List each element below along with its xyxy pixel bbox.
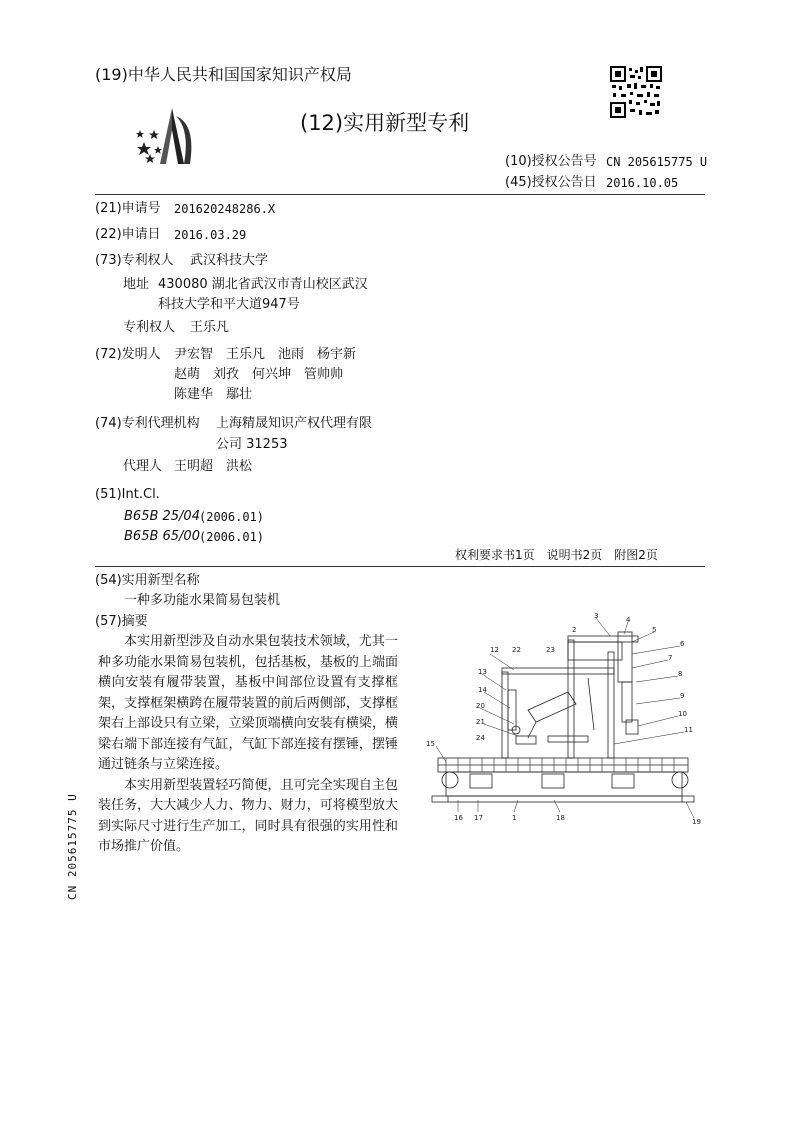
int-cl-2-version: (2006.01) xyxy=(199,530,265,544)
application-date: 2016.03.29 xyxy=(174,228,247,242)
inventors-line-3: 陈建华 鄢壮 xyxy=(174,387,253,402)
document-type: (12)实用新型专利 xyxy=(300,111,470,135)
figure-label: 18 xyxy=(556,814,565,822)
agent: 王明超 洪松 xyxy=(174,459,253,474)
figure-label: 20 xyxy=(476,702,485,710)
abstract-paragraph-1: 本实用新型涉及自动水果包装技术领域，尤其一种多功能水果简易包装机，包括基板，基板的上端面横向安装有履带装置，基板中间部位设置有支撑框架，支撑框架横跨在履带装置的前后两侧部，支撑框架右上部设只有立梁，立梁顶端横向安装有横梁，横梁右端下部连接有气缸，气缸下部连接有摆锤，摆锤通过链条与立梁连接。 xyxy=(98,634,398,772)
figure-label: 1 xyxy=(512,814,517,822)
agency-label: (74)专利代理机构 xyxy=(95,416,200,431)
agency-line-2: 公司 31253 xyxy=(216,437,288,452)
utility-model-title: 一种多功能水果简易包装机 xyxy=(124,593,281,608)
figure-label: 7 xyxy=(668,654,673,662)
abstract-label: (57)摘要 xyxy=(95,614,148,629)
address-line-2: 科技大学和平大道947号 xyxy=(158,297,300,312)
inventors-line-1: 尹宏智 王乐凡 池雨 杨宇新 xyxy=(174,347,357,362)
inventors-label: (72)发明人 xyxy=(95,347,161,362)
publication-number: CN 205615775 U xyxy=(606,155,708,169)
figure-label: 21 xyxy=(476,718,485,726)
agency-line-1: 上海精晟知识产权代理有限 xyxy=(216,416,373,431)
page-counts: 权利要求书1页 说明书2页 附图2页 xyxy=(455,548,658,562)
int-cl-1-code: B65B 25/04 xyxy=(124,509,200,524)
figure-label: 6 xyxy=(680,640,685,648)
address-label: 地址 xyxy=(123,277,150,292)
figure-label: 13 xyxy=(478,668,487,676)
figure-label: 23 xyxy=(546,646,555,654)
application-date-label: (22)申请日 xyxy=(95,227,161,242)
publication-date: 2016.10.05 xyxy=(606,176,679,190)
figure-label: 3 xyxy=(594,612,599,620)
figure-label: 12 xyxy=(490,646,499,654)
figure-label: 10 xyxy=(678,710,687,718)
int-cl-2-code: B65B 65/00 xyxy=(124,529,200,544)
figure-label: 5 xyxy=(652,626,657,634)
qr-code-icon xyxy=(610,66,662,118)
figure-label: 8 xyxy=(678,670,683,678)
figure-label: 16 xyxy=(454,814,463,822)
agent-label: 代理人 xyxy=(123,459,163,474)
cnipa-logo-icon xyxy=(132,106,212,170)
figure-label: 17 xyxy=(474,814,483,822)
int-cl-label: (51)Int.Cl. xyxy=(95,487,160,502)
inventors-line-2: 赵萌 刘孜 何兴坤 管帅帅 xyxy=(174,367,344,382)
application-number-label: (21)申请号 xyxy=(95,201,161,216)
figure-label: 15 xyxy=(426,740,435,748)
figure-label: 19 xyxy=(692,818,701,826)
figure-label: 4 xyxy=(626,616,631,624)
figure-label: 24 xyxy=(476,734,485,742)
figure-label: 9 xyxy=(680,692,685,700)
title-label: (54)实用新型名称 xyxy=(95,573,200,588)
bib-divider xyxy=(95,566,705,567)
abstract-paragraph-2: 本实用新型装置轻巧简便，且可完全实现自主包装任务，大大减少人力、物力、财力，可将模型放大到实际尺寸进行生产加工，同时具有很强的实用性和市场推广价值。 xyxy=(98,777,398,854)
figure-label: 11 xyxy=(684,726,693,734)
abstract-figure xyxy=(418,612,700,838)
publication-date-label: (45)授权公告日 xyxy=(505,175,597,190)
application-number: 201620248286.X xyxy=(174,202,276,216)
patentee-2: 王乐凡 xyxy=(190,320,230,335)
abstract-text xyxy=(98,632,398,858)
side-publication-number: CN 205615775 U xyxy=(66,793,79,900)
figure-label: 22 xyxy=(512,646,521,654)
address-line-1: 430080 湖北省武汉市青山校区武汉 xyxy=(158,277,368,292)
patentee-2-label: 专利权人 xyxy=(123,320,176,335)
office-name: (19)中华人民共和国国家知识产权局 xyxy=(95,65,352,84)
patentee-label: (73)专利权人 xyxy=(95,253,174,268)
patentee: 武汉科技大学 xyxy=(190,253,269,268)
header-divider xyxy=(95,194,705,195)
figure-label: 14 xyxy=(478,686,487,694)
int-cl-1-version: (2006.01) xyxy=(199,510,265,524)
figure-label: 2 xyxy=(572,626,577,634)
publication-number-label: (10)授权公告号 xyxy=(505,154,597,169)
